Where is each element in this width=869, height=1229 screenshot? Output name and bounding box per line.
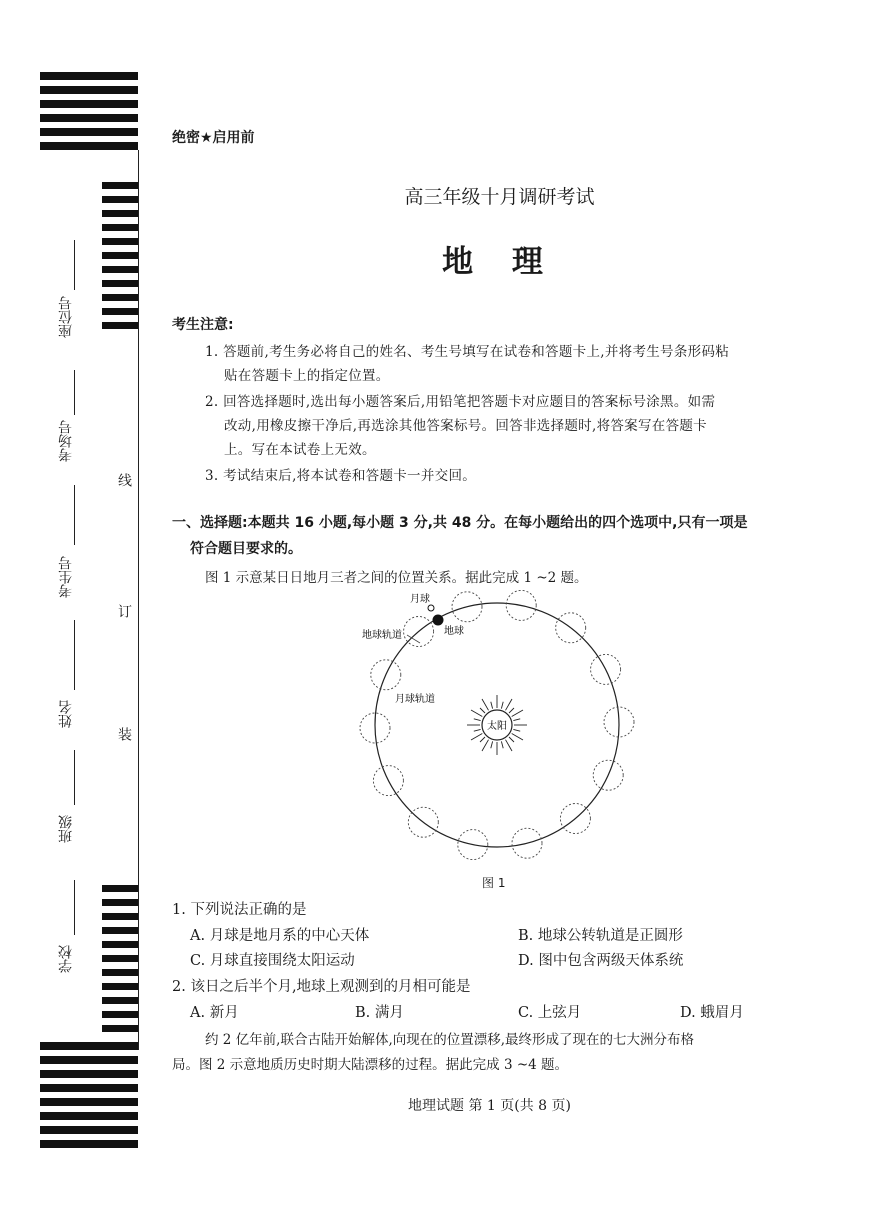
exam-title: 高三年级十月调研考试: [404, 186, 595, 208]
notice-item: 3. 考试结束后,将本试卷和答题卡一并交回。: [205, 468, 477, 484]
question-2-stem: 2. 该日之后半个月,地球上观测到的月相可能是: [172, 979, 471, 995]
school-label: 学校: [58, 945, 74, 973]
question-1-option-a[interactable]: A. 月球是地月系的中心天体: [190, 928, 370, 944]
question-2-option-c[interactable]: C. 上弦月: [518, 1005, 582, 1021]
figure-1-caption: 图 1: [482, 876, 506, 890]
sun-ray: [474, 729, 481, 731]
section-heading-line2: 符合题目要求的。: [190, 541, 302, 557]
sun-ray: [491, 741, 493, 748]
sun-ray: [506, 740, 513, 751]
name-label: 姓名: [58, 700, 74, 728]
sun-label: 太阳: [487, 721, 507, 732]
sun-ray: [512, 734, 523, 741]
sun-ray: [482, 699, 489, 710]
question-1-option-b[interactable]: B. 地球公转轨道是正圆形: [518, 928, 683, 944]
sun-ray: [474, 719, 481, 721]
notice-item: 2. 回答选择题时,选出每小题答案后,用铅笔把答题卡对应题目的答案标号涂黑。如需: [205, 394, 716, 410]
page-footer: 地理试题 第 1 页(共 8 页): [408, 1098, 571, 1114]
sun-ray: [480, 737, 485, 742]
sun-ray: [471, 734, 482, 741]
question-1-stem: 1. 下列说法正确的是: [172, 902, 307, 918]
earth-icon: [433, 615, 444, 626]
notice-item: 贴在答题卡上的指定位置。: [224, 368, 390, 384]
sun-ray: [506, 699, 513, 710]
section-heading: [172, 512, 748, 558]
notice-item: 上。写在本试卷上无效。: [224, 442, 376, 458]
binding-mark-line: 线: [116, 473, 132, 487]
moon-orbit-label: 月球轨道: [395, 694, 435, 705]
moon-icon: [428, 605, 434, 611]
question-2-option-d[interactable]: D. 蛾眉月: [680, 1005, 744, 1021]
seat-number-label: 座位号: [58, 296, 74, 338]
binding-mark-bind: 装: [116, 727, 132, 741]
question-2-option-a[interactable]: A. 新月: [190, 1005, 239, 1021]
binding-mark-staple: 订: [116, 604, 132, 618]
section-intro: 图 1 示意某日日地月三者之间的位置关系。据此完成 1 ~2 题。: [205, 570, 588, 586]
sun-ray: [501, 741, 503, 748]
sun-ray: [501, 702, 503, 709]
sun-ray: [471, 710, 482, 717]
passage-line1: 约 2 亿年前,联合古陆开始解体,向现在的位置漂移,最终形成了现在的七大洲分布格: [205, 1032, 695, 1048]
question-2-option-b[interactable]: B. 满月: [355, 1005, 404, 1021]
question-1-option-c[interactable]: C. 月球直接围绕太阳运动: [190, 953, 355, 969]
class-label: 班级: [58, 815, 74, 843]
sun-ray: [480, 708, 485, 713]
earth-orbit-label: 地球轨道: [362, 630, 402, 641]
sun-ray: [513, 719, 520, 721]
section-heading-line1: 一、选择题:本题共 16 小题,每小题 3 分,共 48 分。在每小题给出的四个选项中,只有一项是: [172, 515, 748, 531]
sun-ray: [509, 737, 514, 742]
secret-label: 绝密★启用前: [172, 130, 255, 146]
question-1-option-d[interactable]: D. 图中包含两级天体系统: [518, 953, 684, 969]
sun-ray: [482, 740, 489, 751]
earth-label: 地球: [444, 626, 464, 637]
candidate-number-label: 考生号: [58, 556, 74, 598]
moon-label: 月球: [410, 594, 430, 605]
sun-ray: [513, 729, 520, 731]
subject-title: 地 理: [442, 244, 557, 280]
notice-title: 考生注意:: [172, 317, 234, 333]
exam-room-label: 考场号: [58, 420, 74, 462]
notice-item: 1. 答题前,考生务必将自己的姓名、考生号填写在试卷和答题卡上,并将考生号条形码粘: [205, 344, 730, 360]
sun-ray: [509, 708, 514, 713]
sun-ray: [512, 710, 523, 717]
sun-ray: [491, 702, 493, 709]
passage-line2: 局。图 2 示意地质历史时期大陆漂移的过程。据此完成 3 ~4 题。: [172, 1057, 569, 1073]
figure-1-diagram: [340, 585, 660, 875]
notice-item: 改动,用橡皮擦干净后,再选涂其他答案标号。回答非选择题时,将答案写在答题卡: [224, 418, 707, 434]
